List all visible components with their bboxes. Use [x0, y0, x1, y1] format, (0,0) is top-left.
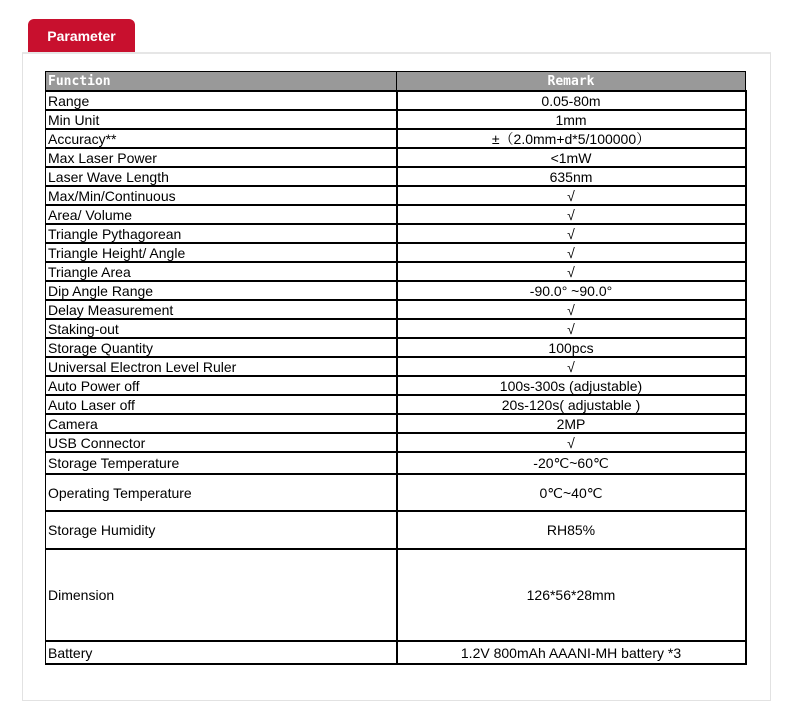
row-function: USB Connector — [46, 433, 397, 452]
table-row — [46, 148, 746, 167]
row-function: Triangle Pythagorean — [46, 224, 397, 243]
tab-parameter-label: Parameter — [47, 28, 116, 44]
table-row — [46, 357, 746, 376]
row-remark: RH85% — [397, 511, 746, 549]
row-remark: 20s-120s( adjustable ) — [397, 395, 746, 414]
row-function: Dimension — [46, 549, 397, 641]
row-remark: -90.0° ~90.0° — [397, 281, 746, 300]
row-function: Storage Quantity — [46, 338, 397, 357]
table-row — [46, 129, 746, 148]
row-function: Storage Temperature — [46, 452, 397, 474]
header-remark: Remark — [397, 72, 746, 92]
table-row — [46, 641, 746, 664]
table-row — [46, 511, 746, 549]
row-remark: 1.2V 800mAh AAANI-MH battery *3 — [397, 641, 746, 664]
table-row — [46, 376, 746, 395]
row-function: Delay Measurement — [46, 300, 397, 319]
row-remark: √ — [397, 262, 746, 281]
row-remark: √ — [397, 300, 746, 319]
row-remark: <1mW — [397, 148, 746, 167]
table-row — [46, 91, 746, 110]
row-function: Accuracy** — [46, 129, 397, 148]
table-row — [46, 414, 746, 433]
row-function: Min Unit — [46, 110, 397, 129]
row-function: Range — [46, 91, 397, 110]
row-remark: 126*56*28mm — [397, 549, 746, 641]
table-row — [46, 319, 746, 338]
spec-table — [45, 71, 747, 665]
row-remark: 100s-300s (adjustable) — [397, 376, 746, 395]
table-row — [46, 338, 746, 357]
row-function: Area/ Volume — [46, 205, 397, 224]
row-function: Laser Wave Length — [46, 167, 397, 186]
row-function: Staking-out — [46, 319, 397, 338]
row-function: Universal Electron Level Ruler — [46, 357, 397, 376]
row-remark: √ — [397, 186, 746, 205]
table-row — [46, 243, 746, 262]
row-function: Max/Min/Continuous — [46, 186, 397, 205]
row-remark: √ — [397, 224, 746, 243]
row-remark: 1mm — [397, 110, 746, 129]
table-row — [46, 167, 746, 186]
header-function: Function — [46, 72, 397, 92]
row-function: Triangle Area — [46, 262, 397, 281]
table-row — [46, 281, 746, 300]
row-function: Auto Laser off — [46, 395, 397, 414]
row-remark: 100pcs — [397, 338, 746, 357]
row-remark: -20℃~60℃ — [397, 452, 746, 474]
row-remark: 0℃~40℃ — [397, 474, 746, 511]
row-function: Triangle Height/ Angle — [46, 243, 397, 262]
row-remark: √ — [397, 433, 746, 452]
table-row — [46, 395, 746, 414]
row-remark: 0.05-80m — [397, 91, 746, 110]
row-function: Max Laser Power — [46, 148, 397, 167]
tab-parameter[interactable] — [28, 19, 135, 53]
row-function: Dip Angle Range — [46, 281, 397, 300]
table-row — [46, 474, 746, 511]
table-row — [46, 186, 746, 205]
row-remark: √ — [397, 205, 746, 224]
table-row — [46, 452, 746, 474]
table-row — [46, 110, 746, 129]
row-remark: √ — [397, 319, 746, 338]
row-function: Battery — [46, 641, 397, 664]
row-function: Storage Humidity — [46, 511, 397, 549]
row-remark: 635nm — [397, 167, 746, 186]
table-row — [46, 549, 746, 641]
row-function: Auto Power off — [46, 376, 397, 395]
row-remark: √ — [397, 243, 746, 262]
table-row — [46, 262, 746, 281]
row-remark: ±（2.0mm+d*5/100000） — [397, 129, 746, 148]
table-row — [46, 224, 746, 243]
table-row — [46, 205, 746, 224]
row-function: Operating Temperature — [46, 474, 397, 511]
row-function: Camera — [46, 414, 397, 433]
table-row — [46, 433, 746, 452]
row-remark: 2MP — [397, 414, 746, 433]
table-header-row — [46, 72, 746, 92]
table-row — [46, 300, 746, 319]
row-remark: √ — [397, 357, 746, 376]
